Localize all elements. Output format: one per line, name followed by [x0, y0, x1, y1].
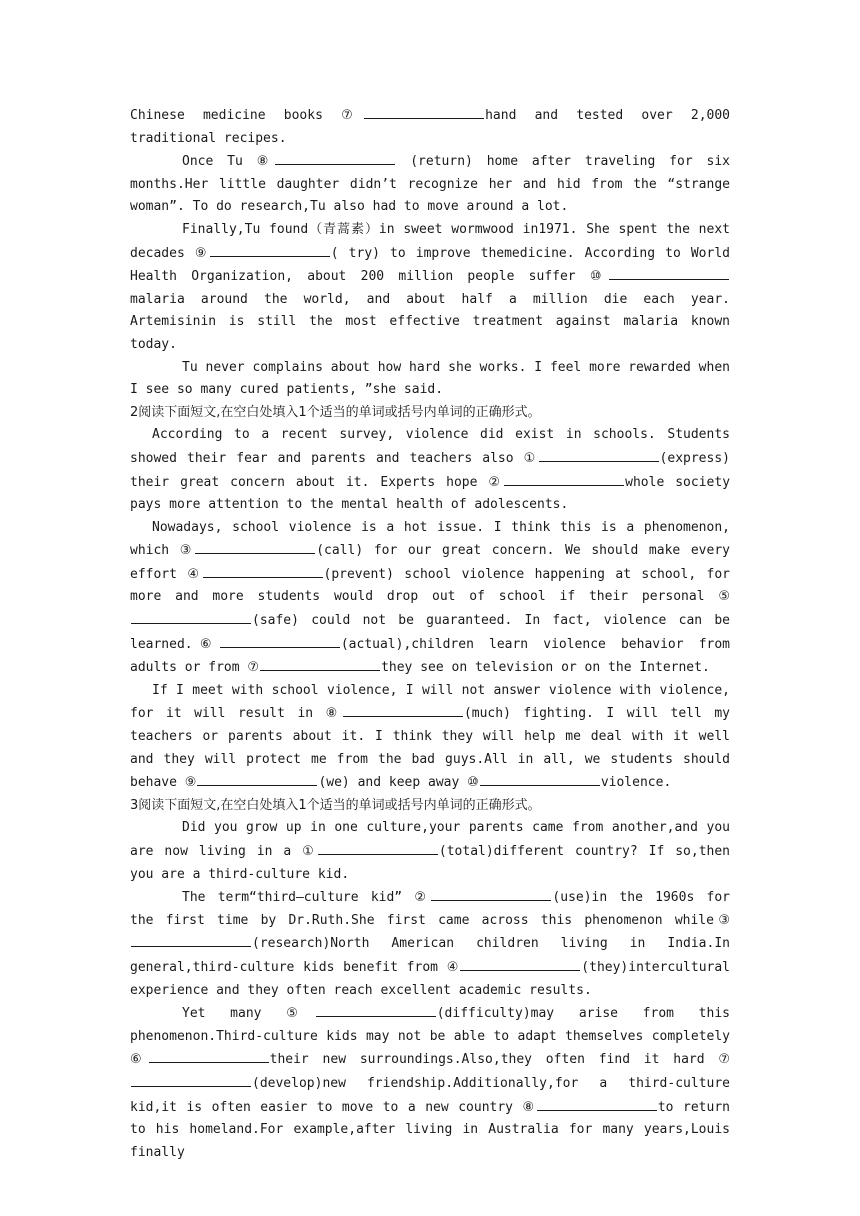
- blank-number: ⑧: [522, 1099, 536, 1115]
- text: (total)different country? If so,then you are a third-culture kid.: [130, 844, 730, 882]
- text: Nowadays, school violence is a hot issue. I think this is a phenomenon, which: [130, 519, 730, 559]
- blank-number: ⑧: [325, 706, 342, 722]
- p3-para1: [130, 817, 730, 886]
- blank-number: ⑧: [256, 154, 275, 170]
- blank-number: ⑤: [718, 589, 730, 605]
- text: Finally,Tu found（青蒿素）in sweet wormwood in1971. She spent the next decades: [130, 221, 730, 261]
- blank-number: ①: [523, 450, 538, 466]
- text: (difficulty)may arise from this phenomenon.Third-culture kids may not be able to adapt themselves completely: [130, 1006, 730, 1044]
- text: Did you grow up in one culture,your parents came from another,and you are now living in a: [130, 820, 730, 859]
- text: If I meet with school violence, I will not answer violence with violence, for it will result in: [130, 682, 730, 722]
- answer-blank[interactable]: [343, 702, 463, 717]
- blank-number: ⑦: [247, 660, 260, 676]
- answer-blank[interactable]: [203, 563, 323, 578]
- p3-para3: [130, 1002, 730, 1164]
- blank-number: ①: [302, 844, 317, 859]
- p1-para1: [130, 104, 730, 150]
- text: (much) fighting. I will tell my teachers or parents about it. I think they will help me deal with it well and they will protect me from the bad guys.All in all, we students should behave: [130, 706, 730, 791]
- answer-blank[interactable]: [220, 633, 340, 648]
- text: hand and tested over 2,000 traditional recipes.: [130, 108, 731, 146]
- answer-blank[interactable]: [149, 1048, 269, 1063]
- text: whole society pays more attention to the mental health of adolescents.: [130, 474, 731, 513]
- blank-number: ⑥: [192, 636, 219, 652]
- blank-number: ⑩: [589, 269, 608, 285]
- answer-blank[interactable]: [131, 932, 251, 947]
- answer-blank[interactable]: [364, 104, 484, 119]
- answer-blank[interactable]: [609, 265, 729, 280]
- text: (safe) could not be guaranteed. In fact, violence can be learned.: [130, 613, 730, 652]
- text: ( try) to improve themedicine. According to World Health Organization, about 200 million people suffer: [130, 245, 730, 285]
- p2-para3: [130, 680, 730, 795]
- blank-number: ⑨: [184, 775, 197, 791]
- text: malaria around the world, and about half a million die each year. Artemisinin is still the most effective treatment against malaria known today.: [130, 291, 730, 352]
- blank-number: ②: [488, 474, 504, 490]
- text: (actual),children learn violence behavior from adults or from: [130, 636, 730, 676]
- blank-number: ⑦: [341, 108, 364, 123]
- answer-blank[interactable]: [537, 1096, 657, 1111]
- blank-number: ④: [187, 566, 202, 582]
- answer-blank[interactable]: [431, 886, 551, 901]
- text: their new surroundings.Also,they often find it hard: [269, 1052, 719, 1068]
- text: According to a recent survey, violence did exist in schools. Students showed their fear and parents and teachers also: [130, 427, 730, 466]
- blank-number: ④: [446, 959, 460, 975]
- blank-number: ②: [414, 890, 431, 906]
- answer-blank[interactable]: [316, 1002, 436, 1017]
- blank-number: ⑨: [194, 245, 209, 261]
- answer-blank[interactable]: [480, 771, 600, 786]
- answer-blank[interactable]: [260, 656, 380, 671]
- text: they see on television or on the Internet.: [381, 660, 710, 676]
- text: to return to his homeland.For example,after living in Australia for many years,Louis finally: [130, 1099, 730, 1160]
- blank-number: ⑥: [130, 1052, 148, 1068]
- answer-blank[interactable]: [460, 956, 580, 971]
- section-heading-2: 2阅读下面短文,在空白处填入1个适当的单词或括号内单词的正确形式。: [130, 404, 541, 420]
- answer-blank[interactable]: [131, 1072, 251, 1087]
- text: (return) home after traveling for six months.Her little daughter didn’t recognize her and hid from the “strange woman”. To do research,Tu also had to move around a lot.: [130, 154, 730, 215]
- answer-blank[interactable]: [275, 150, 395, 165]
- blank-number: ⑤: [286, 1006, 315, 1022]
- p1-para3: [130, 219, 730, 357]
- text: (prevent) school violence happening at school, for more and more students would drop out of school if their personal: [130, 566, 730, 605]
- blank-number: ⑦: [718, 1052, 730, 1068]
- answer-blank[interactable]: [539, 447, 659, 462]
- answer-blank[interactable]: [210, 242, 330, 257]
- blank-number: ③: [713, 912, 730, 928]
- p2-para2: [130, 517, 730, 680]
- blank-number: ③: [179, 543, 195, 559]
- text: Yet many: [182, 1006, 287, 1022]
- text: (develop)new friendship.Additionally,for a third-culture kid,it is often easier to move to a new country: [130, 1075, 730, 1115]
- p1-para4: Tu never complains about how hard she works. I feel more rewarded when I see so many cured patients, ”she said.: [130, 359, 730, 398]
- answer-blank[interactable]: [318, 840, 438, 855]
- text: (call) for our great concern. We should make every effort: [130, 543, 730, 582]
- text: (use)in the 1960s for the first time by Dr.Ruth.She first came across this phenomenon while: [130, 890, 730, 928]
- text: (they)intercultural experience and they often reach excellent academic results.: [130, 959, 731, 998]
- answer-blank[interactable]: [195, 539, 315, 554]
- answer-blank[interactable]: [504, 471, 624, 486]
- p2-para1: [130, 424, 730, 516]
- text: Chinese medicine books: [130, 108, 342, 123]
- p1-para2: [130, 150, 730, 219]
- blank-number: ⑩: [467, 775, 479, 791]
- text: (research)North American children living in India.In general,third-culture kids benefit from: [130, 936, 730, 975]
- answer-blank[interactable]: [197, 771, 317, 786]
- text: violence.: [600, 775, 672, 791]
- text: Once Tu: [182, 154, 257, 170]
- text: (express) their great concern about it. Experts hope: [130, 450, 730, 490]
- answer-blank[interactable]: [131, 609, 251, 624]
- section-heading-3: 3阅读下面短文,在空白处填入1个适当的单词或括号内单词的正确形式。: [130, 797, 541, 813]
- p3-para2: [130, 886, 730, 1002]
- text: The term“third—culture kid”: [182, 890, 415, 906]
- text: (we) and keep away: [318, 775, 468, 791]
- worksheet-page: [130, 104, 730, 1164]
